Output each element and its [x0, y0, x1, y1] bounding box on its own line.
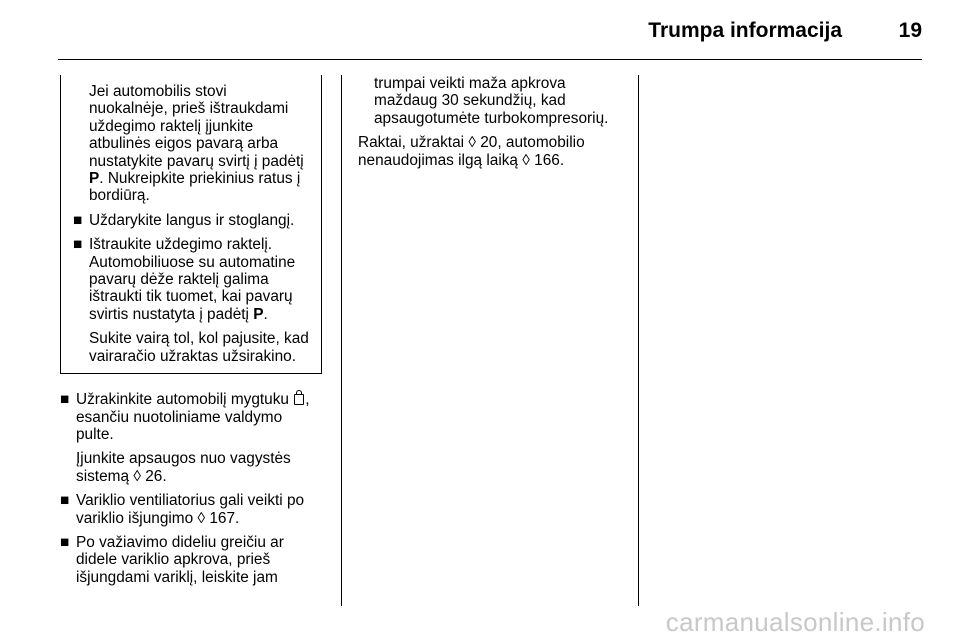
lock-icon [294, 394, 304, 405]
box-bullet-1: ■ Uždarykite langus ir stoglangį. [73, 211, 295, 229]
notice-box [60, 75, 322, 374]
page-reference[interactable]: 167 [209, 509, 236, 527]
page-number: 19 [898, 19, 922, 42]
column-left [60, 75, 322, 586]
header-rule [58, 59, 922, 60]
paragraph-references: Raktai, užraktai ◊ 20, automobilio nenaudojimas ilgą laiką ◊ 166. [358, 134, 585, 169]
paragraph-continued: trumpai veikti maža apkrova maždaug 30 sekundžių, kad apsaugotumėte turbokompresorių. [374, 75, 609, 127]
bullet-mark: ■ [60, 492, 70, 510]
bullet-fan: ■ Variklio ventiliatorius gali veikti po variklio išjungimo ◊ 167. [60, 492, 305, 527]
bullet-mark: ■ [73, 236, 83, 254]
page-reference[interactable]: 166 [534, 151, 560, 169]
ref-icon: ◊ [197, 509, 206, 527]
bullet-mark: ■ [60, 391, 70, 409]
page-title: Trumpa informacija [648, 19, 842, 42]
ref-icon: ◊ [468, 134, 476, 152]
box-paragraph-2: Sukite vairą tol, kol pajusite, kad vairaračio užraktas užsirakino. [89, 330, 309, 365]
column-right [358, 75, 620, 169]
paragraph-antitheft: Įjunkite apsaugos nuo vagystės sistemą ◊ 26. [76, 450, 291, 485]
box-paragraph-1: Jei automobilis stovi nuokalnėje, prieš ištraukdami uždegimo raktelį įjunkite atbulinės eigos pavarą arba nustatykite pavarų svirtį į padėtį P. Nukreipkite priekinius ratus į bordiūrą. [89, 83, 304, 205]
page-reference[interactable]: 26 [145, 467, 163, 485]
bullet-mark: ■ [60, 533, 70, 551]
bullet-lock: ■ Užrakinkite automobilį mygtuku , esančiu nuotoliniame valdymo pulte. [60, 391, 310, 443]
ref-icon: ◊ [133, 467, 141, 485]
ref-icon: ◊ [522, 151, 530, 169]
box-bullet-2: ■ Ištraukite uždegimo raktelį. Automobiliuose su automatine pavarų dėže raktelį galima ištraukti tik tuomet, kai pavarų svirtis nustatyta į padėtį P. [73, 236, 296, 323]
column-divider-right [638, 75, 639, 606]
bullet-high-speed: ■ Po važiavimo dideliu greičiu ar didele variklio apkrova, prieš išjungdami variklį, leiskite jam [60, 533, 284, 586]
watermark: carmanualsonline.info [665, 607, 925, 637]
bullet-mark: ■ [73, 211, 83, 229]
column-divider-left [341, 75, 342, 606]
page-reference[interactable]: 20 [480, 134, 498, 152]
